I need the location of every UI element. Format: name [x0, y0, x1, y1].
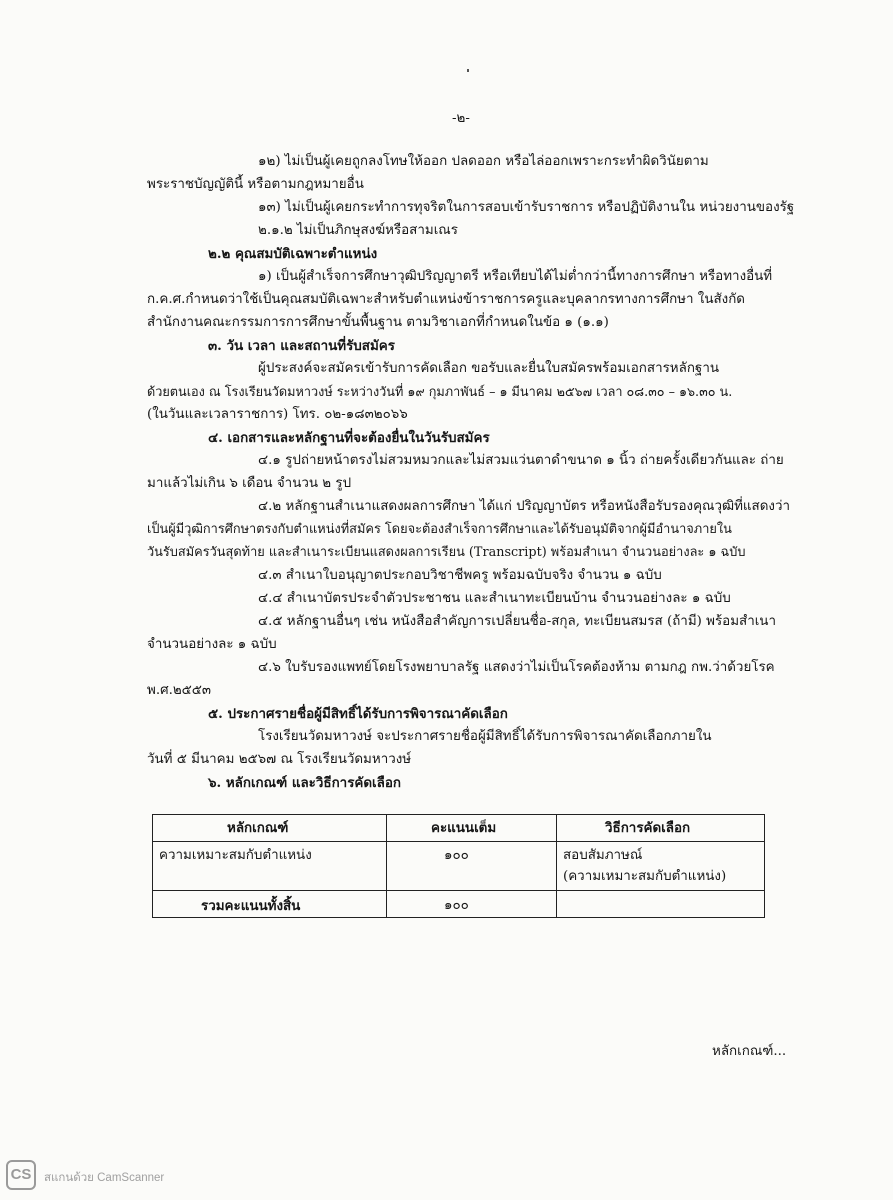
para-3-line3: (ในวันและเวลาราชการ) โทร. ๐๒-๑๘๓๒๐๖๖ — [147, 407, 408, 422]
para-4-2-line3: วันรับสมัครวันสุดท้าย และสำเนาระเบียนแสดงผลการเรียน (Transcript) พร้อมสำเนา จำนวนอย่างละ ๑ ฉบับ — [147, 545, 746, 560]
continuation-text: หลักเกณฑ์... — [712, 1044, 787, 1059]
heading-2-2: ๒.๒ คุณสมบัติเฉพาะตำแหน่ง — [208, 246, 378, 262]
table-divider — [153, 890, 764, 891]
row-score: ๑๐๐ — [444, 848, 469, 863]
row-method-line1: สอบสัมภาษณ์ — [563, 848, 643, 863]
para-4-6-line2: พ.ศ.๒๕๕๓ — [147, 683, 212, 698]
para-2-2-line3: สำนักงานคณะกรรมการการศึกษาขั้นพื้นฐาน ตามวิชาเอกที่กำหนดในข้อ ๑ (๑.๑) — [147, 315, 609, 330]
camscanner-watermark: สแกนด้วย CamScanner — [44, 1172, 165, 1184]
para-4-1-line2: มาแล้วไม่เกิน ๖ เดือน จำนวน ๒ รูป — [147, 476, 352, 491]
para-3-line2: ด้วยตนเอง ณ โรงเรียนวัดมหาวงษ์ ระหว่างวันที่ ๑๙ กุมภาพันธ์ – ๑ มีนาคม ๒๕๖๗ เวลา ๐๘.๓๐ – ๑๖.๓๐ น. — [147, 384, 733, 399]
table-divider — [386, 815, 387, 917]
header-method: วิธีการคัดเลือก — [605, 820, 691, 836]
header-full-score: คะแนนเต็ม — [431, 820, 497, 836]
row-method-line2: (ความเหมาะสมกับตำแหน่ง) — [563, 869, 727, 884]
para-4-5-line2: จำนวนอย่างละ ๑ ฉบับ — [147, 637, 277, 652]
heading-6: ๖. หลักเกณฑ์ และวิธีการคัดเลือก — [208, 775, 401, 791]
header-criteria: หลักเกณฑ์ — [227, 820, 289, 836]
heading-4: ๔. เอกสารและหลักฐานที่จะต้องยื่นในวันรับสมัคร — [208, 430, 490, 446]
heading-5: ๕. ประกาศรายชื่อผู้มีสิทธิ์ได้รับการพิจารณาคัดเลือก — [208, 706, 508, 722]
para-4-3: ๔.๓ สำเนาใบอนุญาตประกอบวิชาชีพครู พร้อมฉบับจริง จำนวน ๑ ฉบับ — [258, 568, 662, 583]
para-4-5-line1: ๔.๕ หลักฐานอื่นๆ เช่น หนังสือสำคัญการเปลี่ยนชื่อ-สกุล, ทะเบียนสมรส (ถ้ามี) พร้อมสำเนา — [258, 614, 776, 629]
para-2-2-line2: ก.ค.ศ.กำหนดว่าใช้เป็นคุณสมบัติเฉพาะสำหรับตำแหน่งข้าราชการครูและบุคลากรทางการศึกษา ในสังกัด — [147, 292, 745, 307]
heading-3: ๓. วัน เวลา และสถานที่รับสมัคร — [208, 338, 395, 354]
total-score: ๑๐๐ — [444, 898, 469, 913]
criteria-table — [152, 814, 765, 918]
table-divider — [556, 815, 557, 917]
table-divider — [153, 841, 764, 842]
item-12-line1: ๑๒) ไม่เป็นผู้เคยถูกลงโทษให้ออก ปลดออก หรือไล่ออกเพราะกระทำผิดวินัยตาม — [258, 154, 709, 169]
para-3-line1: ผู้ประสงค์จะสมัครเข้ารับการคัดเลือก ขอรับและยื่นใบสมัครพร้อมเอกสารหลักฐาน — [258, 361, 719, 376]
item-13: ๑๓) ไม่เป็นผู้เคยกระทำการทุจริตในการสอบเข้ารับราชการ หรือปฏิบัติงานใน หน่วยงานของรัฐ — [258, 200, 795, 215]
para-2-2-line1: ๑) เป็นผู้สำเร็จการศึกษาวุฒิปริญญาตรี หรือเทียบได้ไม่ต่ำกว่านี้ทางการศึกษา หรือทางอื่นที่ — [258, 269, 773, 284]
para-5-line2: วันที่ ๕ มีนาคม ๒๕๖๗ ณ โรงเรียนวัดมหาวงษ์ — [147, 752, 412, 767]
camscanner-logo: CS — [6, 1160, 36, 1190]
item-12-line2: พระราชบัญญัตินี้ หรือตามกฎหมายอื่น — [147, 177, 364, 192]
para-4-4: ๔.๔ สำเนาบัตรประจำตัวประชาชน และสำเนาทะเบียนบ้าน จำนวนอย่างละ ๑ ฉบับ — [258, 591, 731, 606]
para-4-6-line1: ๔.๖ ใบรับรองแพทย์โดยโรงพยาบาลรัฐ แสดงว่าไม่เป็นโรคต้องห้าม ตามกฎ กพ.ว่าด้วยโรค — [258, 660, 775, 675]
para-4-1-line1: ๔.๑ รูปถ่ายหน้าตรงไม่สวมหมวกและไม่สวมแว่นตาดำขนาด ๑ นิ้ว ถ่ายครั้งเดียวกันและ ถ่าย — [258, 453, 784, 468]
para-5-line1: โรงเรียนวัดมหาวงษ์ จะประกาศรายชื่อผู้มีสิทธิ์ได้รับการพิจารณาคัดเลือกภายใน — [258, 729, 712, 744]
scan-speck — [467, 69, 469, 72]
para-4-2-line1: ๔.๒ หลักฐานสำเนาแสดงผลการศึกษา ได้แก่ ปริญญาบัตร หรือหนังสือรับรองคุณวุฒิที่แสดงว่า — [258, 499, 790, 514]
page-number: -๒- — [452, 111, 470, 126]
total-label: รวมคะแนนทั้งสิ้น — [201, 898, 301, 914]
para-4-2-line2: เป็นผู้มีวุฒิการศึกษาตรงกับตำแหน่งที่สมัคร โดยจะต้องสำเร็จการศึกษาและได้รับอนุมัติจากผู้มีอำนาจภายใน — [147, 522, 732, 537]
item-2-1-2: ๒.๑.๒ ไม่เป็นภิกษุสงฆ์หรือสามเณร — [258, 223, 458, 238]
row-criteria: ความเหมาะสมกับตำแหน่ง — [159, 848, 312, 863]
